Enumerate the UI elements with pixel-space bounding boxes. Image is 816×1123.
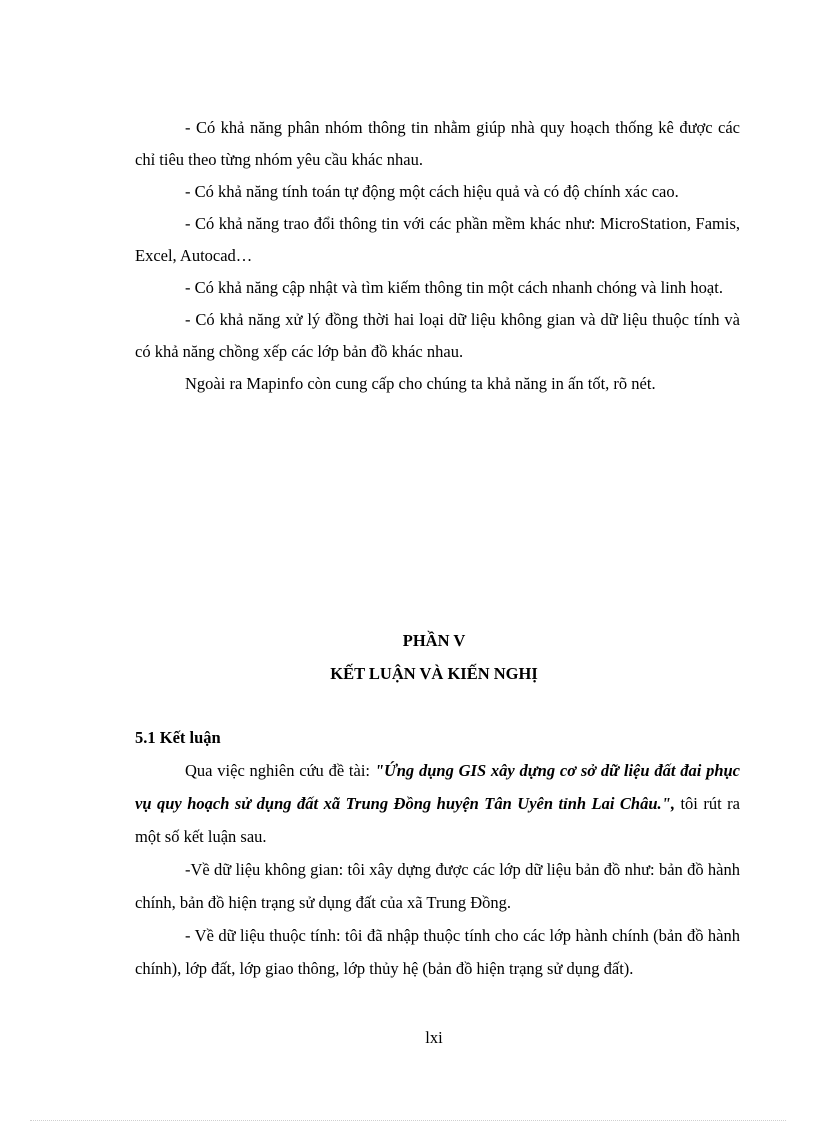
part-title: KẾT LUẬN VÀ KIẾN NGHỊ xyxy=(330,664,538,683)
paragraph-calculation: - Có khả năng tính toán tự động một cách hiệu quả và có độ chính xác cao. xyxy=(185,182,679,201)
paragraph-overlay: - Có khả năng xử lý đồng thời hai loại dữ liệu không gian và dữ liệu thuộc tính và có khả năng chồng xếp các lớp bản đồ khác nhau. xyxy=(135,310,740,361)
intro-prefix: Qua việc nghiên cứu đề tài: xyxy=(185,761,375,780)
paragraph-intro xyxy=(135,754,740,853)
part-heading: PHẦN V xyxy=(402,631,466,650)
feature-list xyxy=(135,112,740,400)
paragraph-printing: Ngoài ra Mapinfo còn cung cấp cho chúng ta khả năng in ấn tốt, rõ nét. xyxy=(185,374,656,393)
topic-title: "Ứng dụng GIS xây dựng cơ sở dữ liệu đất đai phục vụ quy hoạch sử dụng đất xã Trung Đồng huyện Tân Uyên tỉnh Lai Châu.", xyxy=(135,761,741,813)
section-conclusion xyxy=(135,721,740,985)
footer-divider xyxy=(30,1120,786,1121)
paragraph-attribute-data: - Về dữ liệu thuộc tính: tôi đã nhập thuộc tính cho các lớp hành chính (bản đồ hành chính), lớp đất, lớp giao thông, lớp thủy hệ (bản đồ hiện trạng sử dụng đất). xyxy=(135,926,740,978)
intro-suffix: tôi rút ra một số kết luận sau. xyxy=(135,794,740,846)
paragraph-exchange: - Có khả năng trao đổi thông tin với các phần mềm khác như: MicroStation, Famis, Excel, Autocad… xyxy=(135,214,740,265)
part-heading-block xyxy=(0,624,816,690)
section-title: 5.1 Kết luận xyxy=(135,728,221,747)
page-number: lxi xyxy=(425,1028,443,1047)
paragraph-grouping: - Có khả năng phân nhóm thông tin nhằm giúp nhà quy hoạch thống kê được các chỉ tiêu theo từng nhóm yêu cầu khác nhau. xyxy=(135,118,740,169)
paragraph-update-search: - Có khả năng cập nhật và tìm kiếm thông tin một cách nhanh chóng và linh hoạt. xyxy=(185,278,723,297)
paragraph-spatial-data: -Về dữ liệu không gian: tôi xây dựng được các lớp dữ liệu bản đồ như: bản đồ hành chính, bản đồ hiện trạng sử dụng đất của xã Trung Đồng. xyxy=(135,860,740,912)
